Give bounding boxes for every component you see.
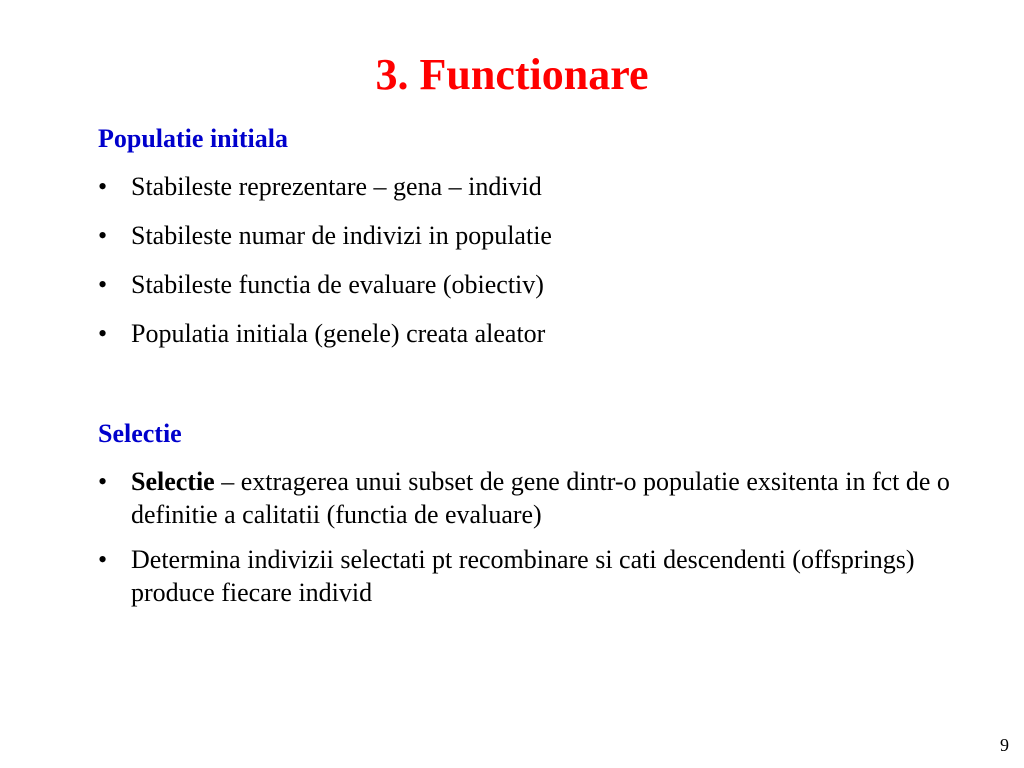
section-heading-selectie: Selectie	[98, 419, 182, 448]
list-item	[98, 465, 998, 531]
list-item	[98, 543, 998, 609]
bullet-list-populatie	[98, 170, 998, 366]
list-item	[98, 317, 998, 350]
bullet-icon: •	[98, 221, 108, 250]
page-number: 9	[1000, 735, 1009, 755]
bullet-list-selectie	[98, 465, 998, 621]
bullet-text: Stabileste reprezentare – gena – individ	[131, 172, 542, 201]
list-item	[98, 268, 998, 301]
bullet-text: Stabileste functia de evaluare (obiectiv)	[131, 270, 544, 299]
bullet-term: Selectie	[131, 467, 215, 496]
bullet-text: Populatia initiala (genele) creata aleator	[131, 319, 546, 348]
bullet-text: Stabileste numar de indivizi in populatie	[131, 221, 552, 250]
bullet-text: – extragerea unui subset de gene dintr-o populatie exsitenta in fct de o definitie a calitatii (functia de evaluare)	[131, 467, 950, 529]
bullet-icon: •	[98, 319, 108, 348]
section-heading-populatie: Populatie initiala	[98, 124, 288, 153]
list-item	[98, 170, 998, 203]
list-item	[98, 219, 998, 252]
slide-title: 3. Functionare	[375, 50, 649, 99]
bullet-icon: •	[98, 172, 108, 201]
bullet-text: Determina indivizii selectati pt recombinare si cati descendenti (offsprings) produce fiecare individ	[131, 545, 915, 607]
bullet-icon: •	[98, 545, 108, 574]
bullet-icon: •	[98, 270, 108, 299]
bullet-icon: •	[98, 467, 108, 496]
